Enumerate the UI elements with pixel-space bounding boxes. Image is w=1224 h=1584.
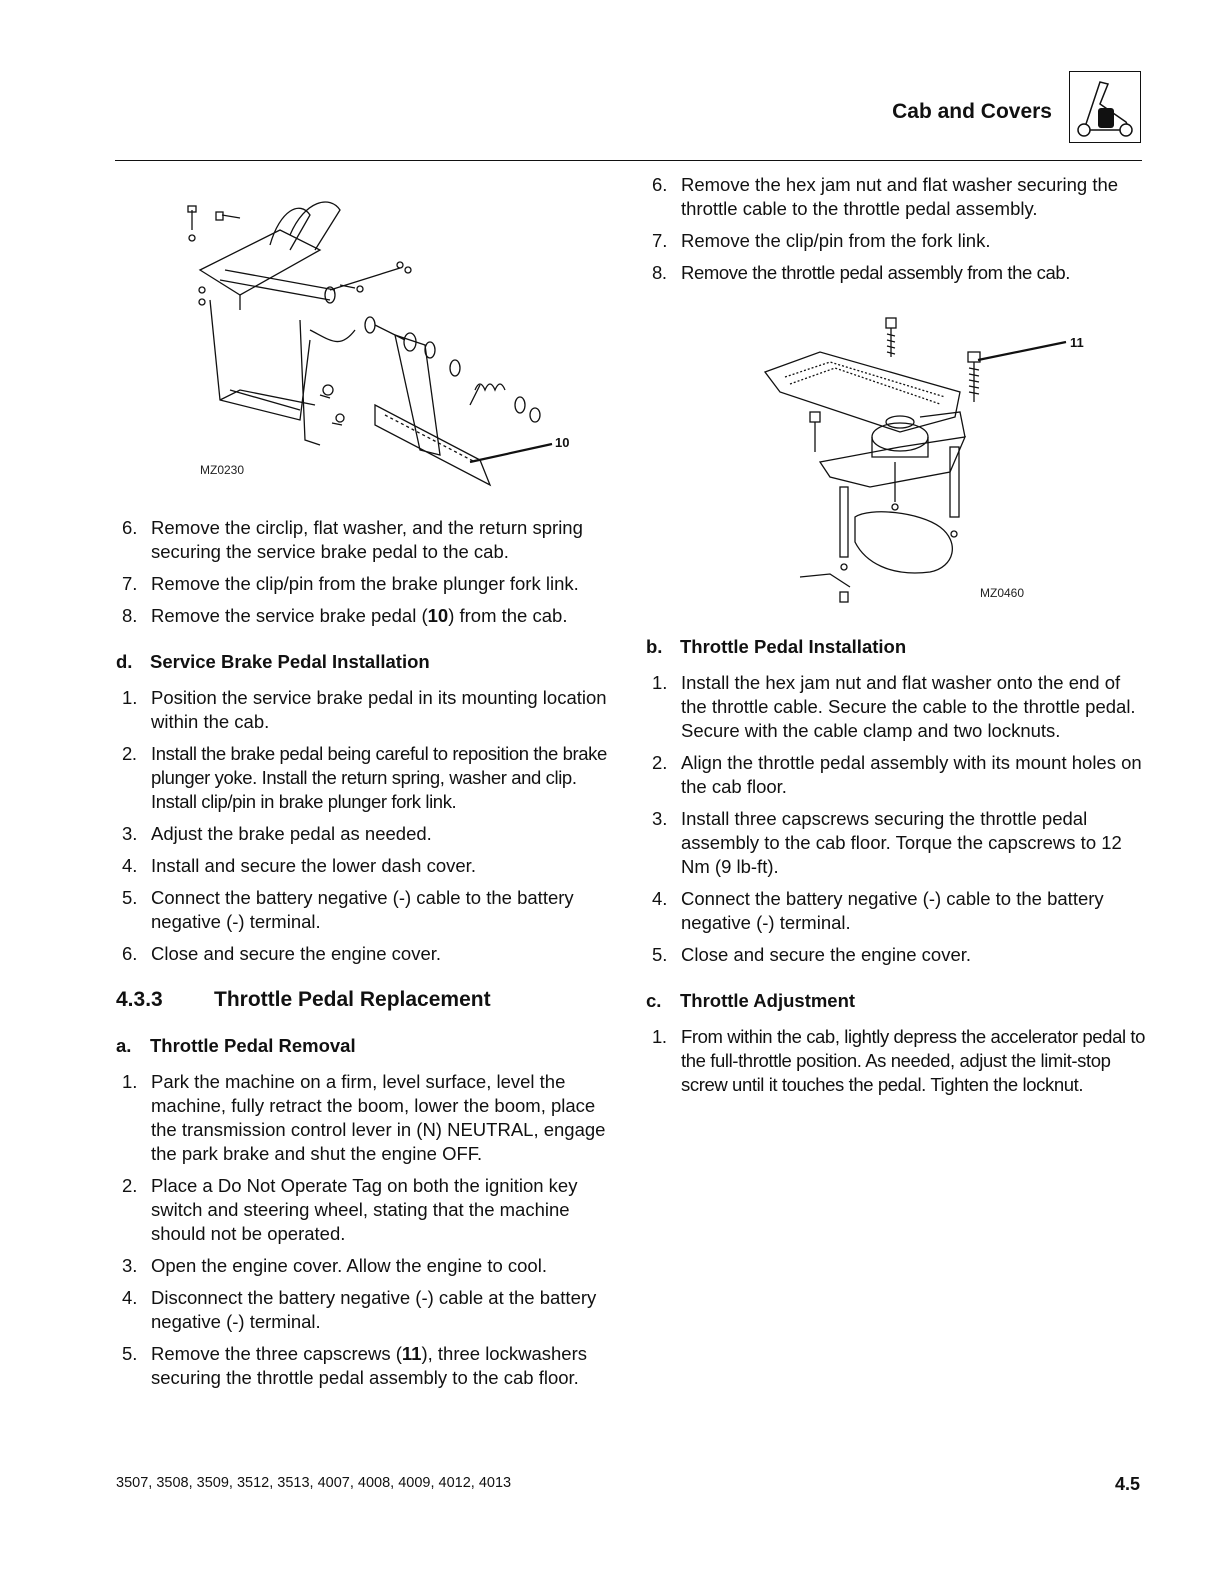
list-item: 8. Remove the service brake pedal (10) from the cab. [122,605,568,626]
throttle-pedal-diagram [760,312,1080,612]
list-item: 7. Remove the clip/pin from the fork link. [652,230,991,251]
throttle-removal-steps [116,1070,616,1390]
callout-11: 11 [1070,335,1084,350]
throttle-adjust-steps [646,1025,1146,1097]
list-item: 4. Disconnect the battery negative (-) cable at the battery negative (-) terminal. [122,1287,597,1332]
list-item: 2. Place a Do Not Operate Tag on both the ignition key switch and steering wheel, stating that the machine should not be operated. [122,1175,578,1244]
list-item: 1. Install the hex jam nut and flat washer onto the end of the throttle cable. Secure the cable to the throttle pedal. Secure with the cable clamp and two locknuts. [652,672,1136,741]
list-item: 3. Adjust the brake pedal as needed. [122,823,432,844]
telehandler-icon [1069,71,1141,143]
throttle-removal-cont-steps [646,173,1146,285]
list-item: 6. Remove the circlip, flat washer, and the return spring securing the service brake pedal to the cab. [122,517,583,562]
brake-removal-steps [116,516,616,628]
list-item: 6. Close and secure the engine cover. [122,943,442,964]
list-item: 7. Remove the clip/pin from the brake plunger fork link. [122,573,579,594]
list-item: 2. Align the throttle pedal assembly with its mount holes on the cab floor. [652,752,1142,797]
throttle-install-steps [646,671,1146,967]
header-rule [115,160,1142,161]
list-item: 1. From within the cab, lightly depress the accelerator pedal to the full-throttle position. As needed, adjust the limit-stop screw until it touches the pedal. Tighten the locknut. [652,1026,1146,1095]
list-item: 3. Open the engine cover. Allow the engine to cool. [122,1255,547,1276]
subheading-throttle-install: b. Throttle Pedal Installation [646,636,907,657]
callout-10: 10 [555,435,570,450]
subheading-throttle-removal: a. Throttle Pedal Removal [116,1035,356,1056]
subheading-throttle-adjust: c. Throttle Adjustment [646,990,856,1011]
section-heading: 4.3.3 Throttle Pedal Replacement [116,988,491,1011]
list-item: 8. Remove the throttle pedal assembly from the cab. [652,262,1071,283]
left-column [116,516,616,1398]
list-item: 5. Close and secure the engine cover. [652,944,972,965]
brake-install-steps [116,686,616,966]
list-item: 5. Remove the three capscrews (11), three lockwashers securing the throttle pedal assembly to the cab floor. [122,1343,587,1388]
list-item: 5. Connect the battery negative (-) cable to the battery negative (-) terminal. [122,887,574,932]
figure-label-left: MZ0230 [200,463,245,477]
figure-label-right: MZ0460 [980,586,1025,600]
list-item: 3. Install three capscrews securing the throttle pedal assembly to the cab floor. Torque the capscrews to 12 Nm (9 lb-ft). [652,808,1122,877]
list-item: 4. Connect the battery negative (-) cable to the battery negative (-) terminal. [652,888,1104,933]
list-item: 2. Install the brake pedal being careful to reposition the brake plunger yoke. Install the return spring, washer and clip. Install clip/pin in brake plunger fork link. [122,743,607,812]
list-item: 1. Position the service brake pedal in its mounting location within the cab. [122,687,607,732]
subheading-brake-install: d. Service Brake Pedal Installation [116,651,430,672]
page-header-title: Cab and Covers [892,100,1052,123]
footer-model-list: 3507, 3508, 3509, 3512, 3513, 4007, 4008, 4009, 4012, 4013 [116,1475,512,1491]
list-item: 6. Remove the hex jam nut and flat washer securing the throttle cable to the throttle pedal assembly. [652,174,1119,219]
right-column-top [646,173,1146,293]
page-number: 4.5 [1114,1474,1140,1494]
list-item: 1. Park the machine on a firm, level surface, level the machine, fully retract the boom, lower the boom, place the transmission control lever in (N) NEUTRAL, engage the park brake and shut the engine OFF. [122,1071,606,1164]
brake-pedal-diagram [180,190,600,490]
right-column-bottom [646,635,1146,1105]
list-item: 4. Install and secure the lower dash cover. [122,855,476,876]
